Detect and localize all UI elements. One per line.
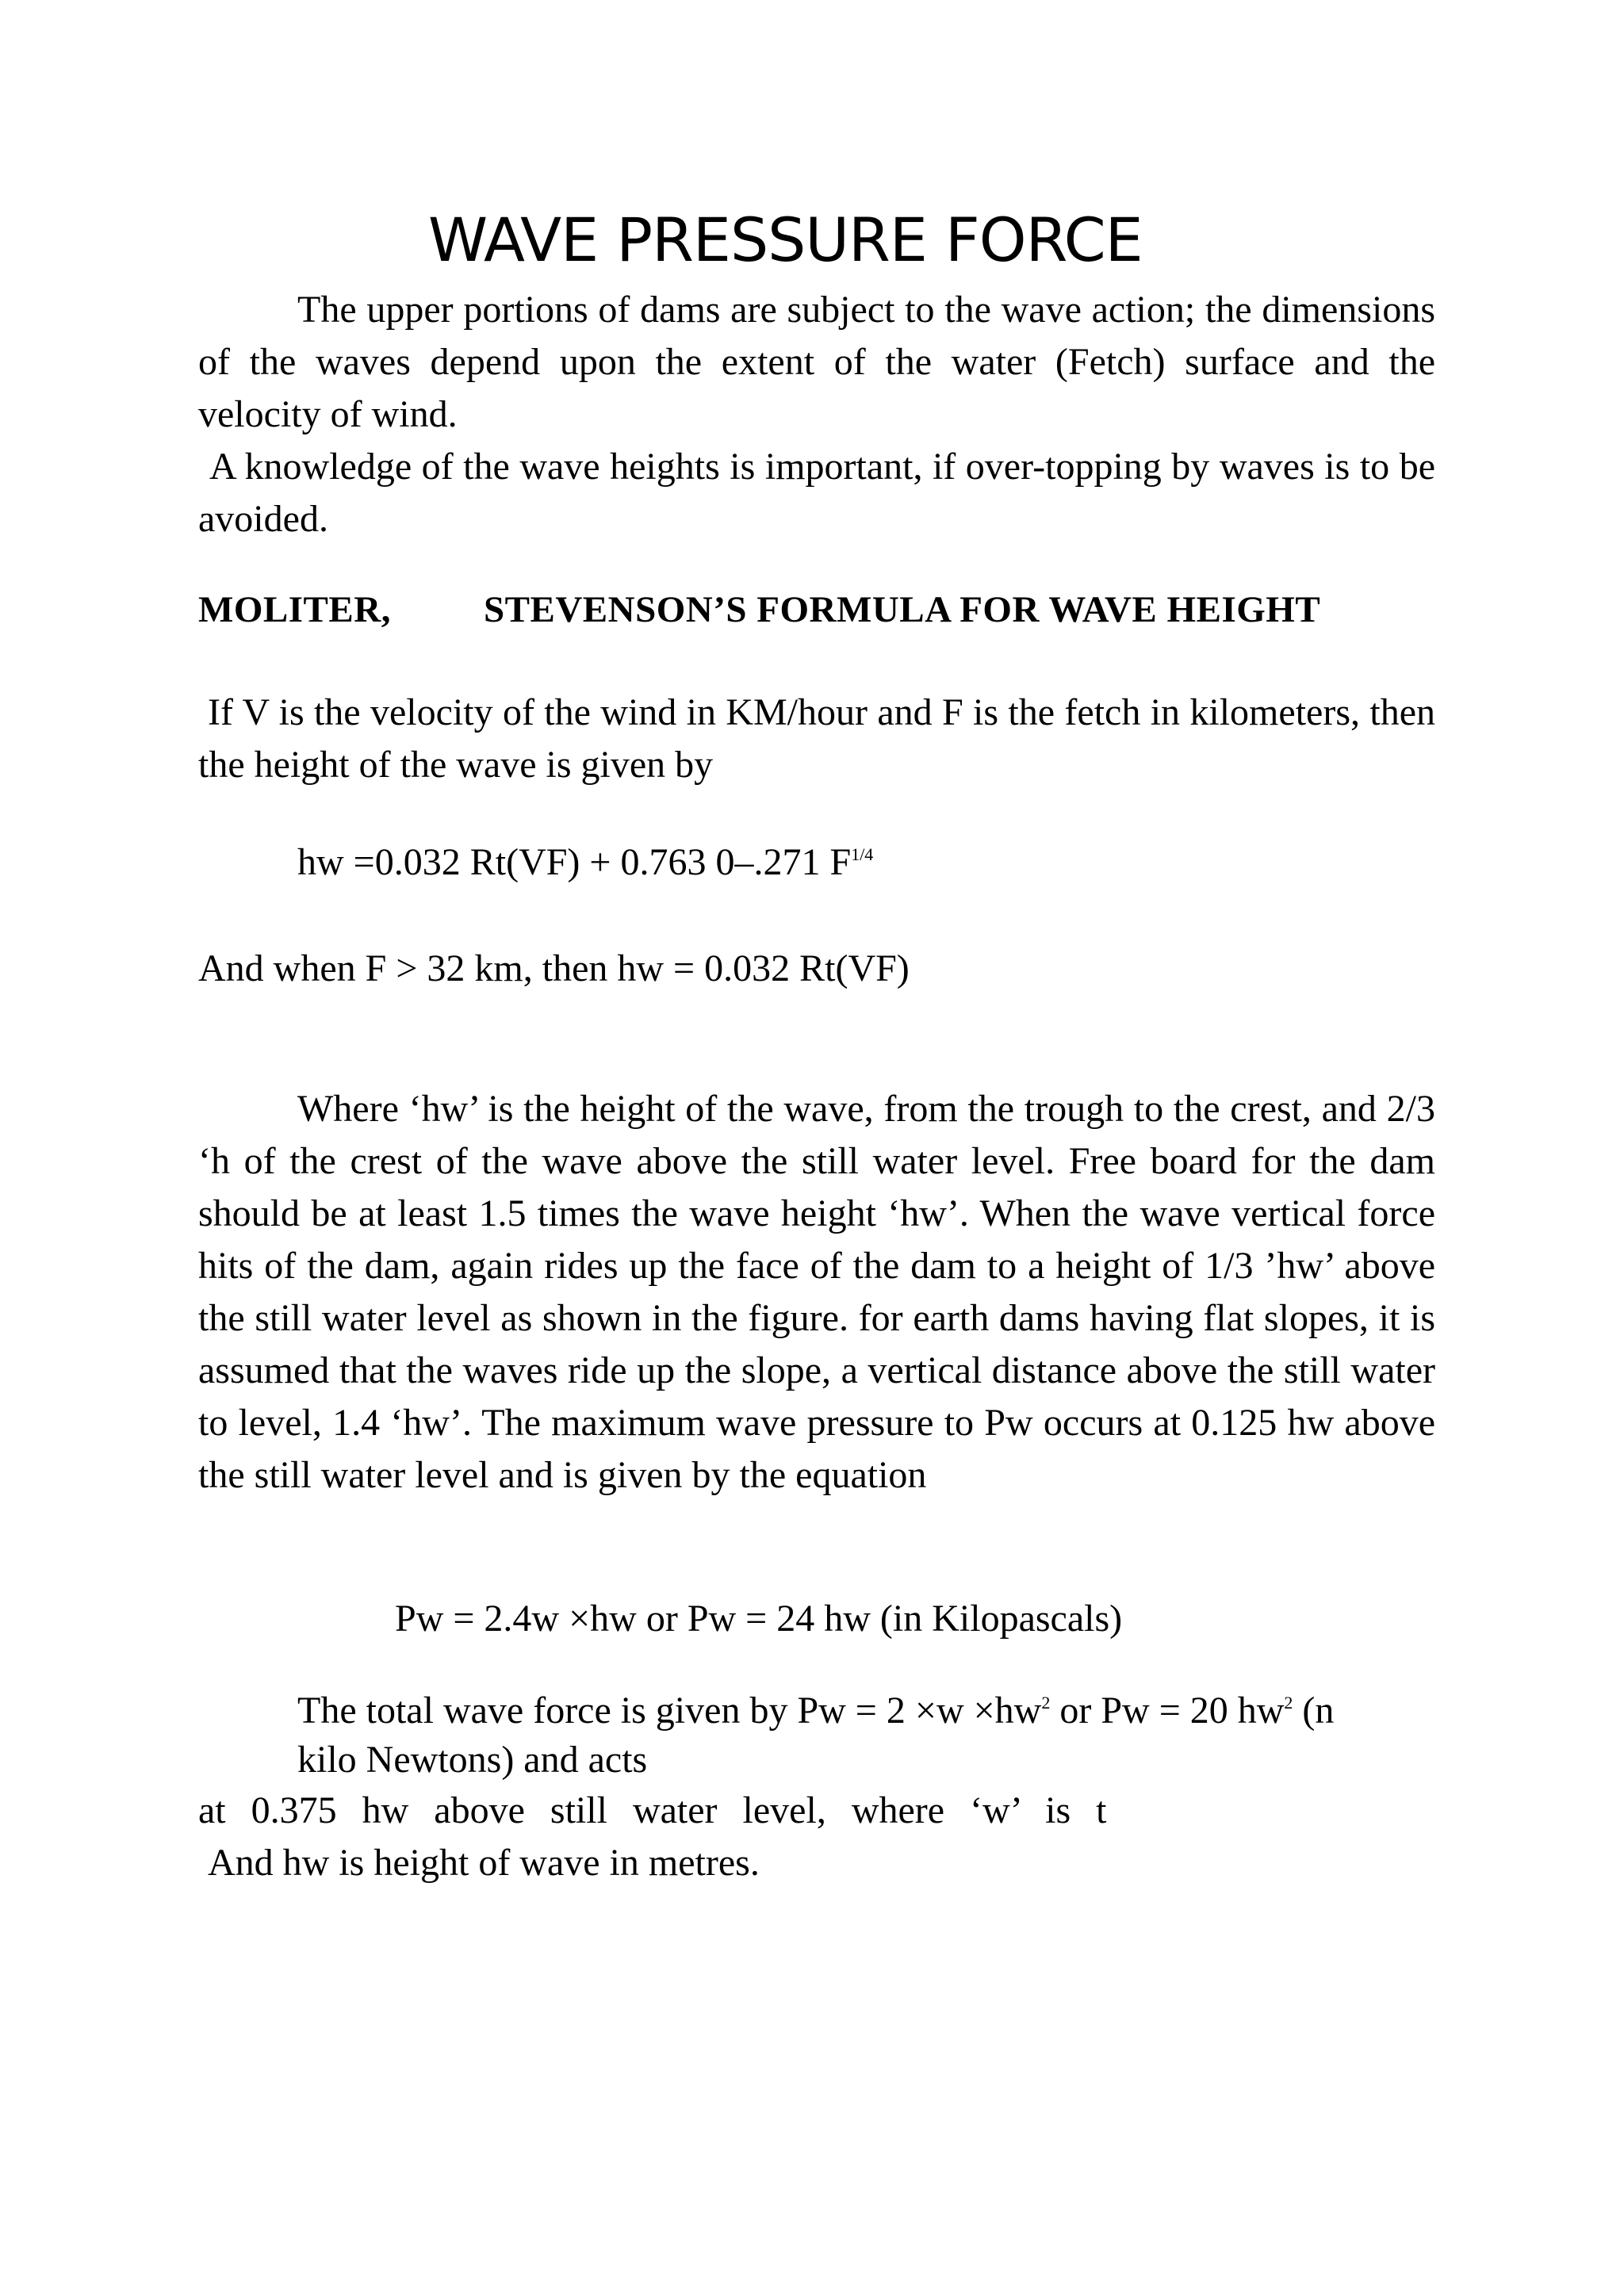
wave-pressure-formula: Pw = 2.4w ×hw or Pw = 24 hw (in Kilopascals) [395, 1598, 1123, 1640]
wave-explanation-paragraph: Where ‘hw’ is the height of the wave, from the trough to the crest, and 2/3 ‘h of the crest of the wave above the still water level. Free board for the dam should be at least 1.5 times the wave height ‘hw’. When the wave vertical force hits of the dam, again rides up the face of the dam to a height of 1/3 ’hw’ above the still water level as shown in the figure. for earth dams having flat slopes, it is assumed that the waves ride up the slope, a vertical distance above the still water to level, 1.4 ‘hw’. The maximum wave pressure to Pw occurs at 0.125 hw above the still water level and is given by the equation [198, 1088, 1435, 1496]
wave-height-formula-main: hw =0.032 Rt(VF) + 0.763 0–.271 F [297, 841, 852, 883]
total-wave-force-text-3: (n [1293, 1689, 1335, 1732]
heading-moliter: MOLITER, [198, 589, 391, 630]
force-location-line: at 0.375 hw above still water level, where ‘w’ is t [198, 1789, 1107, 1831]
hw-definition-line: And hw is height of wave in metres. [208, 1842, 760, 1884]
long-fetch-formula: And when F > 32 km, then hw = 0.032 Rt(VF) [198, 947, 910, 989]
total-wave-force-units-line: kilo Newtons) and acts [297, 1739, 648, 1781]
wave-height-formula-exponent: 1/4 [851, 844, 874, 864]
total-wave-force-text-1: The total wave force is given by Pw = 2 ×w ×hw [297, 1689, 1042, 1732]
formula-intro-paragraph: If V is the velocity of the wind in KM/hour and F is the fetch in kilometers, then the height of the wave is given by [198, 691, 1435, 786]
wave-height-formula [297, 840, 873, 884]
formula-section-heading [198, 588, 1411, 631]
page-title: WAVE PRESSURE FORCE [428, 205, 1143, 275]
total-wave-force-text-2: or Pw = 20 hw [1050, 1689, 1285, 1732]
superscript-2: 2 [1284, 1693, 1293, 1712]
intro-paragraph: The upper portions of dams are subject to the wave action; the dimensions of the waves depend upon the extent of the water (Fetch) surface and the velocity of wind. [198, 289, 1435, 435]
total-wave-force-line [297, 1689, 1334, 1732]
wave-height-note-paragraph: A knowledge of the wave heights is important, if over-topping by waves is to be avoided. [198, 446, 1435, 540]
superscript-2: 2 [1041, 1693, 1051, 1712]
heading-stevenson-formula: STEVENSON’S FORMULA FOR WAVE HEIGHT [484, 589, 1321, 630]
